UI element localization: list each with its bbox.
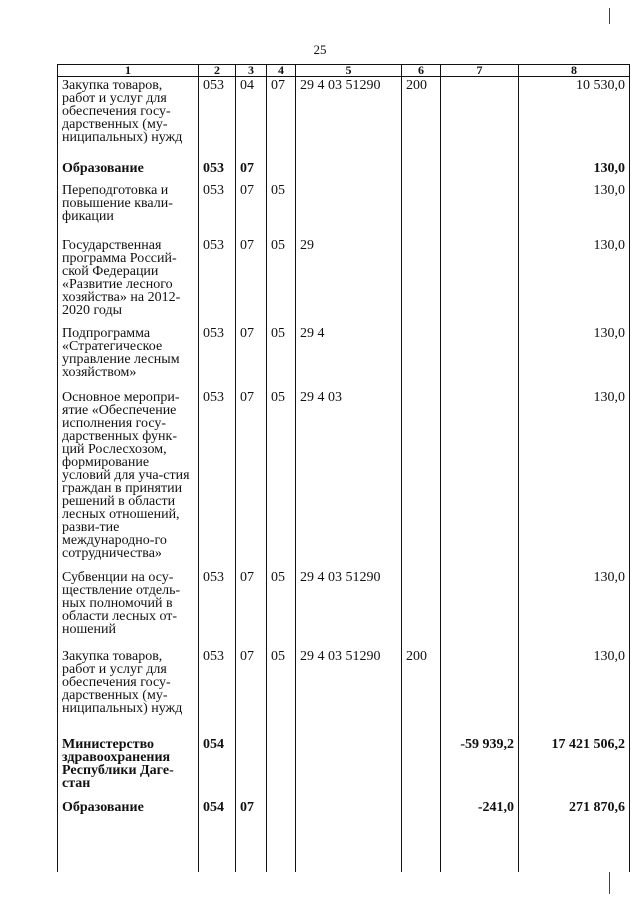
section-code bbox=[236, 736, 267, 799]
change-amount bbox=[441, 325, 519, 389]
change-amount: -59 939,2 bbox=[441, 736, 519, 799]
section-code: 07 bbox=[236, 182, 267, 237]
row-name: Закупка товаров, работ и услуг для обеспечения госу-дарственных (му-ниципальных) нужд bbox=[58, 648, 199, 736]
table-row bbox=[58, 182, 630, 237]
row-name: Закупка товаров, работ и услуг для обеспечения госу-дарственных (му-ниципальных) нужд bbox=[58, 77, 199, 160]
table-row bbox=[58, 736, 630, 799]
change-amount bbox=[441, 237, 519, 325]
subsection-code bbox=[267, 736, 296, 799]
target-article: 29 4 03 51290 bbox=[296, 77, 402, 160]
row-name: Подпрограмма «Стратегическое управление лесным хозяйством» bbox=[58, 325, 199, 389]
change-amount bbox=[441, 160, 519, 182]
admin-code: 053 bbox=[199, 648, 236, 736]
subsection-code bbox=[267, 799, 296, 872]
total-amount: 130,0 bbox=[519, 160, 630, 182]
header-cell: 2 bbox=[199, 65, 236, 77]
total-amount: 130,0 bbox=[519, 325, 630, 389]
header-row bbox=[58, 65, 630, 77]
target-article: 29 bbox=[296, 237, 402, 325]
change-amount bbox=[441, 389, 519, 569]
total-amount: 130,0 bbox=[519, 389, 630, 569]
section-code: 07 bbox=[236, 389, 267, 569]
change-amount bbox=[441, 569, 519, 648]
row-name: Образование bbox=[58, 160, 199, 182]
subsection-code bbox=[267, 160, 296, 182]
total-amount: 130,0 bbox=[519, 237, 630, 325]
expense-type bbox=[402, 237, 441, 325]
total-amount: 130,0 bbox=[519, 182, 630, 237]
subsection-code: 05 bbox=[267, 182, 296, 237]
admin-code: 053 bbox=[199, 77, 236, 160]
target-article: 29 4 bbox=[296, 325, 402, 389]
header-cell: 7 bbox=[441, 65, 519, 77]
target-article: 29 4 03 51290 bbox=[296, 648, 402, 736]
expense-type bbox=[402, 182, 441, 237]
table-row bbox=[58, 325, 630, 389]
header-cell: 3 bbox=[236, 65, 267, 77]
change-amount bbox=[441, 182, 519, 237]
page-number: 25 bbox=[313, 42, 327, 57]
subsection-code: 05 bbox=[267, 648, 296, 736]
table-row bbox=[58, 799, 630, 872]
expense-type: 200 bbox=[402, 648, 441, 736]
change-amount bbox=[441, 648, 519, 736]
header-cell: 8 bbox=[519, 65, 630, 77]
table-row bbox=[58, 237, 630, 325]
header-cell: 1 bbox=[58, 65, 199, 77]
subsection-code: 07 bbox=[267, 77, 296, 160]
header-cell: 6 bbox=[402, 65, 441, 77]
row-name: Министерство здравоохранения Республики Даге-стан bbox=[58, 736, 199, 799]
section-code: 07 bbox=[236, 569, 267, 648]
table-row bbox=[58, 77, 630, 160]
section-code: 07 bbox=[236, 325, 267, 389]
target-article bbox=[296, 182, 402, 237]
admin-code: 053 bbox=[199, 160, 236, 182]
expense-type bbox=[402, 736, 441, 799]
expense-type bbox=[402, 799, 441, 872]
header-cell: 5 bbox=[296, 65, 402, 77]
subsection-code: 05 bbox=[267, 389, 296, 569]
total-amount: 17 421 506,2 bbox=[519, 736, 630, 799]
total-amount: 130,0 bbox=[519, 648, 630, 736]
target-article bbox=[296, 736, 402, 799]
table-row bbox=[58, 569, 630, 648]
table-row bbox=[58, 648, 630, 736]
target-article: 29 4 03 51290 bbox=[296, 569, 402, 648]
section-code: 07 bbox=[236, 160, 267, 182]
section-code: 07 bbox=[236, 648, 267, 736]
section-code: 04 bbox=[236, 77, 267, 160]
change-amount: -241,0 bbox=[441, 799, 519, 872]
scan-edge-mark-top bbox=[609, 8, 610, 24]
row-name: Переподготовка и повышение квали-фикации bbox=[58, 182, 199, 237]
expense-type bbox=[402, 569, 441, 648]
target-article bbox=[296, 160, 402, 182]
total-amount: 130,0 bbox=[519, 569, 630, 648]
table-row bbox=[58, 389, 630, 569]
change-amount bbox=[441, 77, 519, 160]
header-cell: 4 bbox=[267, 65, 296, 77]
table-row bbox=[58, 160, 630, 182]
expense-type bbox=[402, 389, 441, 569]
admin-code: 053 bbox=[199, 389, 236, 569]
row-name: Образование bbox=[58, 799, 199, 872]
admin-code: 053 bbox=[199, 182, 236, 237]
row-name: Основное меропри-ятие «Обеспечение исполнения госу-дарственных функ-ций Рослесхозом, формирование условий для уча-стия граждан в принятии решений в области лесных отношений, разви-тие международно-го сотрудничества» bbox=[58, 389, 199, 569]
admin-code: 053 bbox=[199, 569, 236, 648]
row-name: Государственная программа Россий-ской Федерации «Развитие лесного хозяйства» на 2012-2020 годы bbox=[58, 237, 199, 325]
expense-type bbox=[402, 160, 441, 182]
expense-type bbox=[402, 325, 441, 389]
expense-type: 200 bbox=[402, 77, 441, 160]
target-article: 29 4 03 bbox=[296, 389, 402, 569]
admin-code: 054 bbox=[199, 736, 236, 799]
row-name: Субвенции на осу-ществление отдель-ных полномочий в области лесных от-ношений bbox=[58, 569, 199, 648]
section-code: 07 bbox=[236, 799, 267, 872]
subsection-code: 05 bbox=[267, 325, 296, 389]
admin-code: 054 bbox=[199, 799, 236, 872]
admin-code: 053 bbox=[199, 237, 236, 325]
total-amount: 271 870,6 bbox=[519, 799, 630, 872]
subsection-code: 05 bbox=[267, 237, 296, 325]
admin-code: 053 bbox=[199, 325, 236, 389]
total-amount: 10 530,0 bbox=[519, 77, 630, 160]
subsection-code: 05 bbox=[267, 569, 296, 648]
scan-edge-mark-bottom bbox=[609, 872, 610, 894]
section-code: 07 bbox=[236, 237, 267, 325]
budget-table bbox=[57, 64, 630, 872]
target-article bbox=[296, 799, 402, 872]
